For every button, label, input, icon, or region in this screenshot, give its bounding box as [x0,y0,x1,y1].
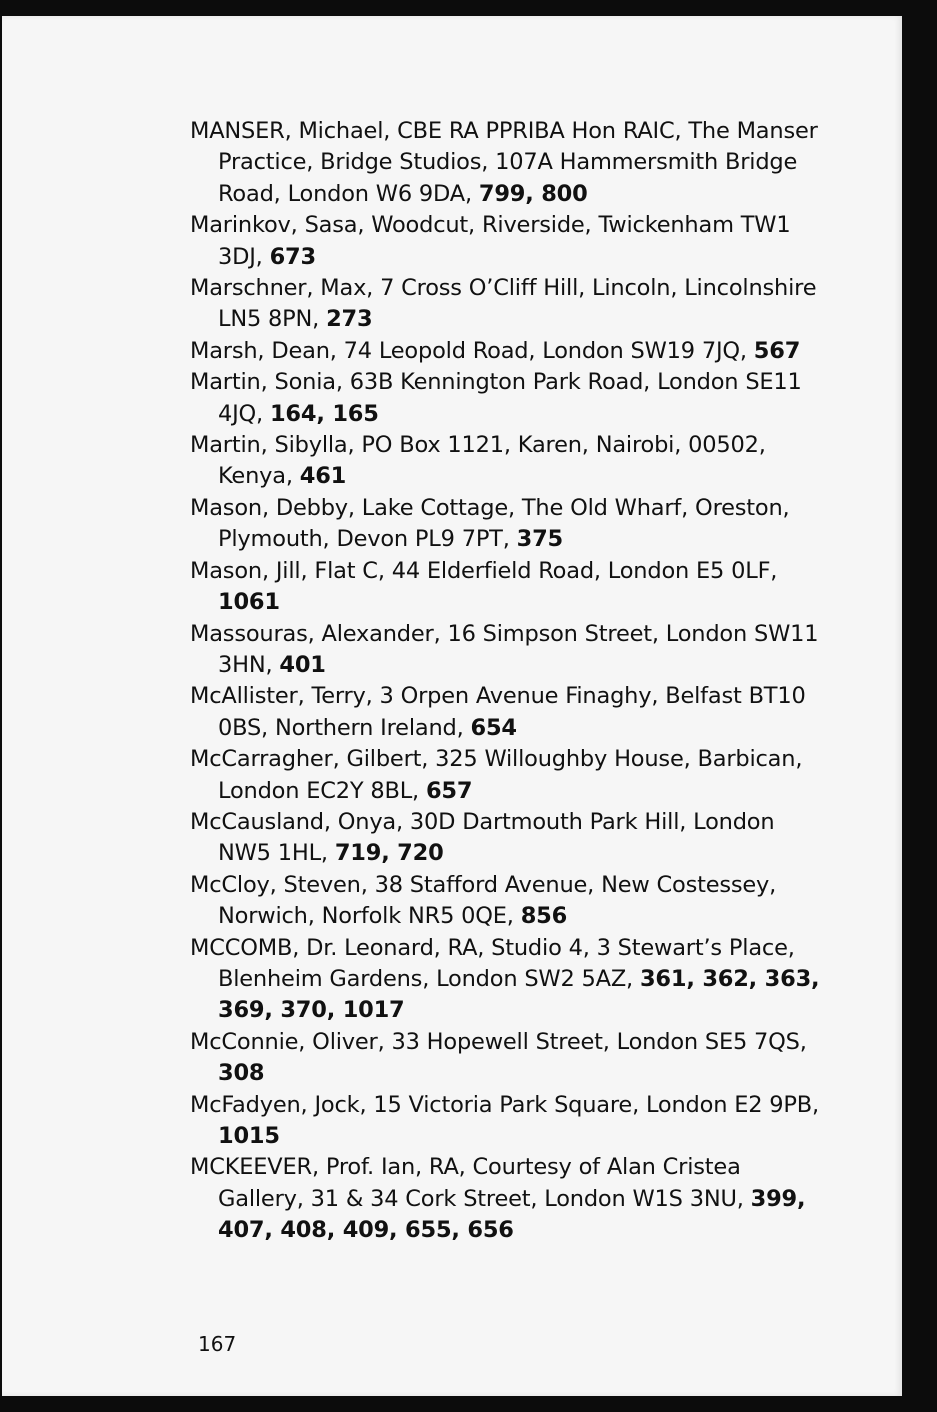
entry-text: McCarragher, Gilbert, 325 Willoughby House, Barbican, London EC2Y 8BL, [190,746,803,804]
index-entry [190,273,820,336]
index-entries [190,116,820,1247]
entry-pages: 856 [520,903,568,930]
index-entry [190,681,820,744]
index-entry [190,1090,820,1153]
index-entry [190,493,820,556]
entry-pages: 654 [470,714,517,741]
index-entry [190,933,820,1027]
entry-text: McConnie, Oliver, 33 Hopewell Street, London SE5 7QS, [190,1028,807,1055]
entry-pages: 361, 362, 363, 369, 370, 1017 [218,965,820,1024]
entry-pages: 567 [753,337,801,364]
index-entry [190,116,820,210]
entry-text: MCKEEVER, Prof. Ian, RA, Courtesy of Alan Cristea Gallery, 31 & 34 Cork Street, London W1S 3NU, [190,1154,744,1212]
index-entry [190,1027,820,1090]
index-entry [190,744,820,807]
entry-text: Martin, Sibylla, PO Box 1121, Karen, Nairobi, 00502, Kenya, [190,432,766,490]
entry-pages: 461 [299,463,347,490]
entry-text: Mason, Jill, Flat C, 44 Elderfield Road, London E5 0LF, [190,557,778,584]
entry-pages: 164, 165 [269,400,379,427]
entry-pages: 1015 [218,1123,280,1149]
entry-text: McCausland, Onya, 30D Dartmouth Park Hill, London NW5 1HL, [190,808,775,867]
index-entry [190,1152,820,1246]
entry-text: Marschner, Max, 7 Cross O’Cliff Hill, Lincoln, Lincolnshire LN5 8PN, [190,275,817,333]
page-number: 167 [198,1332,237,1356]
entry-pages: 308 [218,1060,265,1087]
index-entry [190,870,820,933]
entry-text: McFadyen, Jock, 15 Victoria Park Square, London E2 9PB, [190,1091,819,1118]
entry-pages: 657 [425,777,473,804]
entry-pages: 799, 800 [478,180,588,207]
entry-text: Mason, Debby, Lake Cottage, The Old Wharf, Oreston, Plymouth, Devon PL9 7PT, [190,494,790,553]
index-entry [190,556,820,619]
entry-pages: 401 [279,651,326,678]
entry-text: Marsh, Dean, 74 Leopold Road, London SW19 7JQ, [190,337,747,364]
entry-pages: 375 [516,526,564,553]
entry-pages: 673 [269,243,316,270]
entry-pages: 399, 407, 408, 409, 655, 656 [218,1185,806,1244]
entry-pages: 273 [326,306,373,333]
entry-pages: 719, 720 [334,840,444,867]
entry-text: Massouras, Alexander, 16 Simpson Street, London SW11 3HN, [190,620,819,678]
index-entry [190,619,820,682]
book-page [2,16,902,1396]
index-entry [190,367,820,430]
index-entry [190,336,820,367]
entry-text: McAllister, Terry, 3 Orpen Avenue Finaghy, Belfast BT10 0BS, Northern Ireland, [190,683,806,741]
entry-text: MANSER, Michael, CBE RA PPRIBA Hon RAIC, The Manser Practice, Bridge Studios, 107A Hammersmith Bridge Road, London W6 9DA, [190,118,818,207]
entry-pages: 1061 [218,589,280,616]
entry-text: MCCOMB, Dr. Leonard, RA, Studio 4, 3 Stewart’s Place, Blenheim Gardens, London SW2 5AZ, [190,934,795,992]
entry-text: McCloy, Steven, 38 Stafford Avenue, New Costessey, Norwich, Norfolk NR5 0QE, [190,871,777,930]
entry-text: Martin, Sonia, 63B Kennington Park Road, London SE11 4JQ, [190,369,802,427]
index-entry [190,807,820,870]
index-entry [190,430,820,493]
entry-text: Marinkov, Sasa, Woodcut, Riverside, Twickenham TW1 3DJ, [190,212,791,270]
index-entry [190,210,820,273]
